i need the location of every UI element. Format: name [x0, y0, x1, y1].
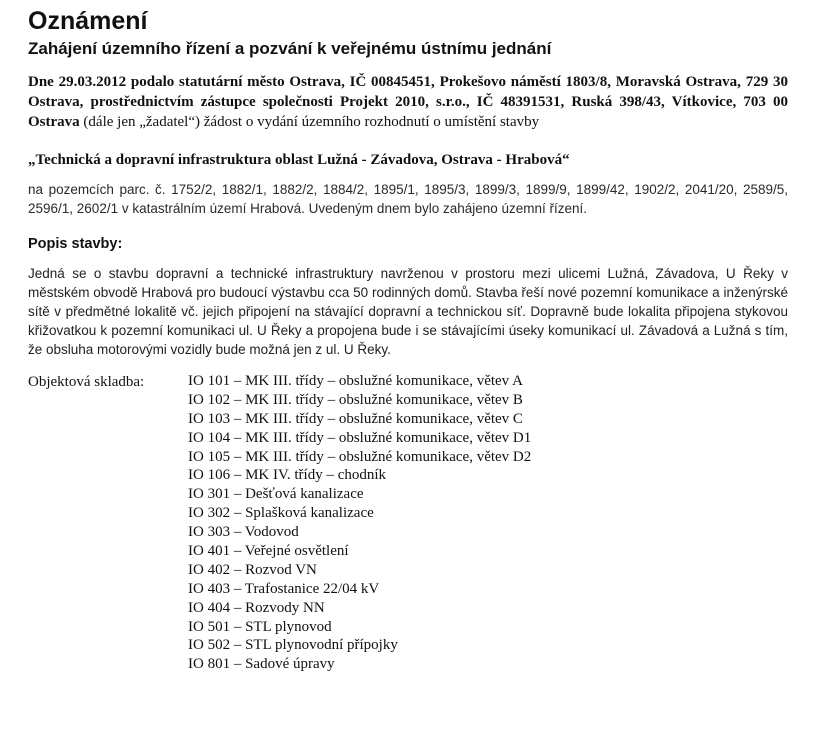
list-item: IO 102 – MK III. třídy – obslužné komunikace, větev B [188, 391, 523, 408]
list-item: IO 103 – MK III. třídy – obslužné komunikace, větev C [188, 410, 523, 427]
document-page [28, 6, 788, 674]
description-heading: Popis stavby: [28, 236, 123, 252]
description-paragraph: Jedná se o stavbu dopravní a technické infrastruktury navrženou v prostoru mezi ulicemi Lužná, Závadova, U Řeky v městském obvodě Hrabová pro budoucí výstavbu cca 50 rodinných domů. Stavba řeší nové pozemní komunikace a inženýrské sítě v předmětné lokalitě vč. jejich připojení na stávající dopravní a technickou síť. Dopravně bude lokalita připojena stykovou křižovatkou k pozemní komunikaci ul. U Řeky a propojena bude i se stávajícími úseky komunikací ul. Závadová a Lužná s tím, že obsluha motorovými vozidly bude možná jen z ul. U Řeky. [28, 266, 788, 357]
list-item: IO 404 – Rozvody NN [188, 599, 325, 616]
intro-paragraph [28, 72, 788, 132]
list-item: IO 401 – Veřejné osvětlení [188, 543, 349, 560]
intro-applicant-details: Dne 29.03.2012 podalo statutární město Ostrava, IČ 00845451, Prokešovo náměstí 1803/8, Moravská Ostrava, 729 30 Ostrava, prostřednictvím zástupce společnosti Projekt 2010, s.r.o., IČ 48391531, Ruská 398/43, Vítkovice, 703 00 Ostrava [28, 74, 788, 130]
list-item: IO 402 – Rozvod VN [188, 561, 317, 578]
list-item: IO 104 – MK III. třídy – obslužné komunikace, větev D1 [188, 429, 532, 446]
list-item: IO 303 – Vodovod [188, 524, 299, 541]
intro-request-text: (dále jen „žadatel“) žádost o vydání územního rozhodnutí o umístění stavby [79, 114, 540, 130]
page-subtitle: Zahájení územního řízení a pozvání k veřejnému ústnímu jednání [28, 39, 552, 58]
list-item: IO 501 – STL plynovod [188, 618, 332, 635]
list-item: IO 801 – Sadové úpravy [188, 656, 335, 673]
list-item: IO 502 – STL plynovodní přípojky [188, 637, 398, 654]
list-item: IO 101 – MK III. třídy – obslužné komunikace, větev A [188, 373, 523, 389]
list-item: IO 302 – Splašková kanalizace [188, 505, 374, 522]
page-title: Oznámení [28, 7, 148, 35]
parcels-paragraph: na pozemcích parc. č. 1752/2, 1882/1, 1882/2, 1884/2, 1895/1, 1895/3, 1899/3, 1899/9, 1899/42, 1902/2, 2041/20, 2589/5, 2596/1, 2602/1 v katastrálním území Hrabová. Uvedeným dnem bylo zahájeno územní řízení. [28, 182, 788, 216]
list-item: IO 106 – MK IV. třídy – chodník [188, 467, 387, 484]
project-name: „Technická a dopravní infrastruktura oblast Lužná - Závadova, Ostrava - Hrabová“ [28, 152, 570, 168]
list-item: IO 403 – Trafostanice 22/04 kV [188, 580, 380, 597]
list-item: IO 301 – Dešťová kanalizace [188, 486, 364, 503]
object-list [188, 372, 531, 674]
list-item: IO 105 – MK III. třídy – obslužné komunikace, větev D2 [188, 448, 532, 465]
object-composition [28, 372, 788, 674]
object-composition-label: Objektová skladba: [28, 374, 145, 390]
